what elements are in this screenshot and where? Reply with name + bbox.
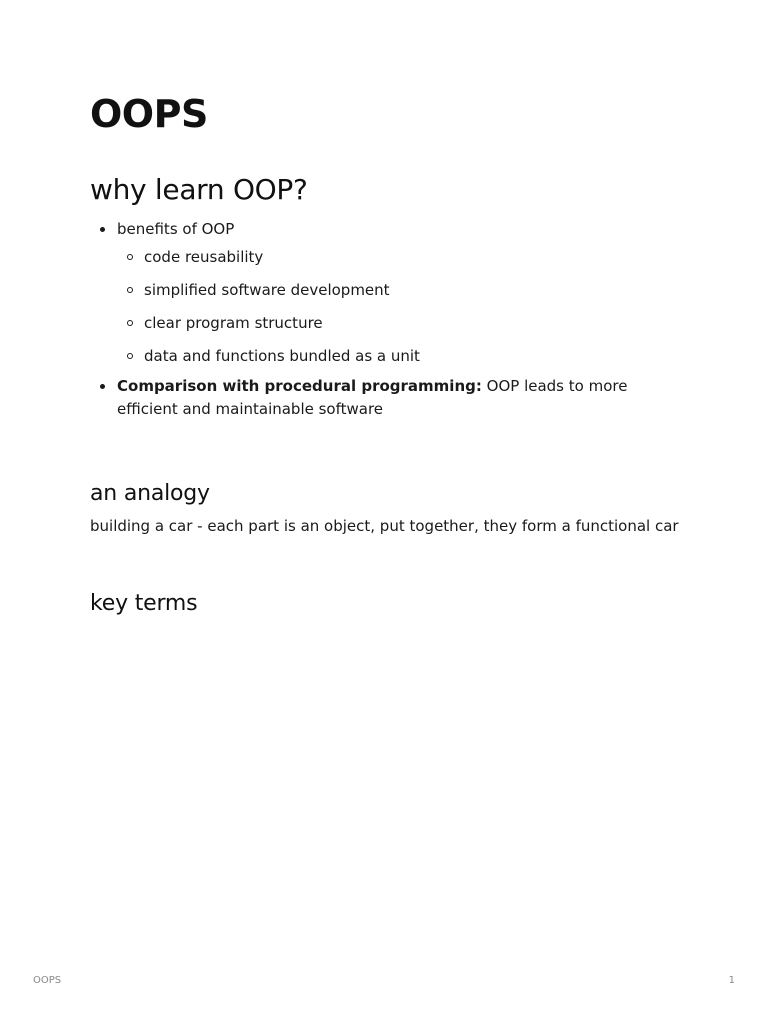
benefits-list-item xyxy=(90,218,690,367)
benefit-item-data-functions-unit: data and functions bundled as a unit xyxy=(117,345,690,367)
analogy-text: building a car - each part is an object, put together, they form a functional car xyxy=(90,517,679,535)
document-content xyxy=(90,88,690,619)
benefit-item-simplified-development: simplified software development xyxy=(117,279,690,301)
analogy-heading: an analogy xyxy=(90,481,210,506)
comparison-text: OOP leads to more efficient and maintainable software xyxy=(117,377,628,418)
benefit-item-clear-structure: clear program structure xyxy=(117,312,690,334)
footer-page-number: 1 xyxy=(728,975,735,986)
benefits-label: benefits of OOP xyxy=(117,220,235,238)
benefits-sublist xyxy=(117,246,690,367)
why-learn-oop-heading: why learn OOP? xyxy=(90,173,308,206)
key-terms-heading: key terms xyxy=(90,591,198,616)
footer-title: OOPS xyxy=(33,975,62,986)
benefit-item-code-reusability: code reusability xyxy=(117,246,690,268)
comparison-lead: Comparison with procedural programming: xyxy=(117,377,482,395)
comparison-list-item xyxy=(90,375,690,421)
document-title: OOPS xyxy=(90,92,208,136)
why-learn-oop-list xyxy=(90,218,690,421)
